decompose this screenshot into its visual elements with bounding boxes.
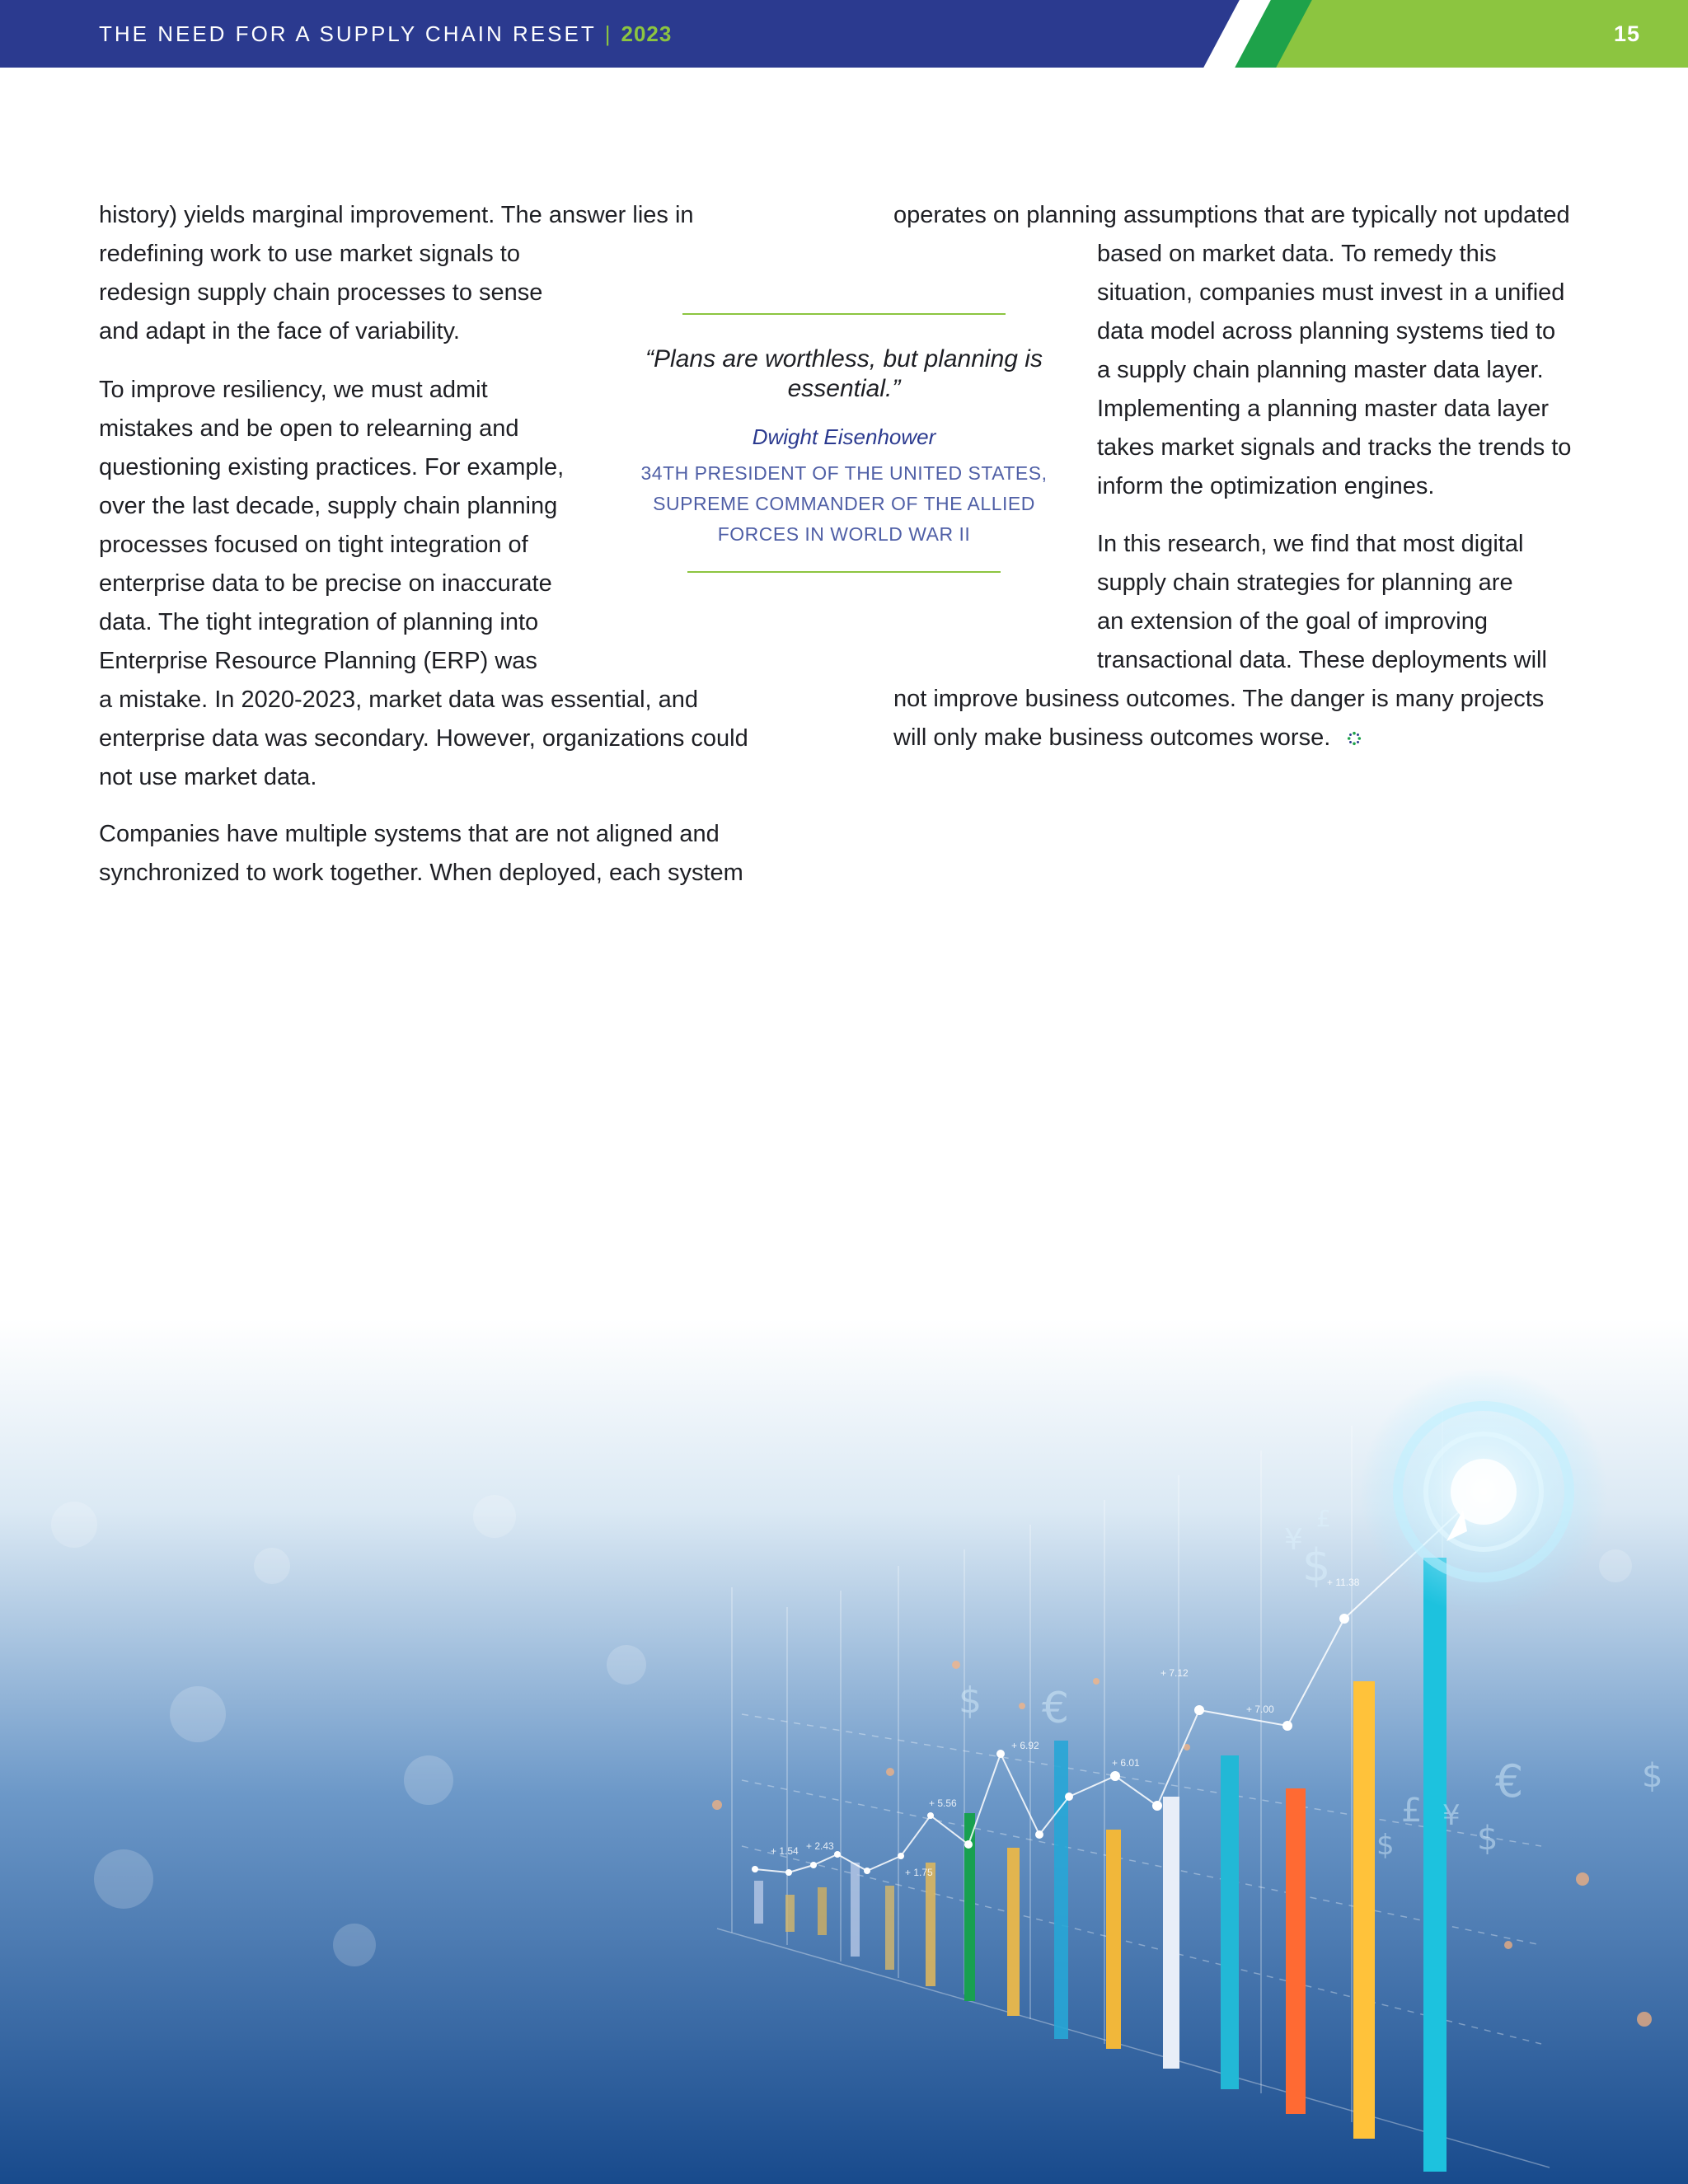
text-line: redesign supply chain processes to sense	[99, 279, 543, 306]
role-line: SUPREME COMMANDER OF THE ALLIED	[653, 493, 1035, 514]
text-line: takes market signals and tracks the trends to	[1097, 434, 1572, 461]
quote-line: essential.”	[787, 375, 901, 402]
left-paragraph-1	[99, 196, 694, 351]
point-label: + 5.56	[929, 1797, 957, 1809]
text-line: and adapt in the face of variability.	[99, 318, 460, 344]
role-line: FORCES IN WORLD WAR II	[717, 523, 971, 545]
point-label: + 6.92	[1011, 1740, 1039, 1751]
text-line: over the last decade, supply chain planning	[99, 493, 558, 519]
text-line: To improve resiliency, we must admit	[99, 377, 488, 403]
point-label: + 1.75	[905, 1867, 933, 1878]
text-line-last	[893, 719, 1547, 757]
text-line: transactional data. These deployments will	[1097, 647, 1547, 673]
page-number: 15	[1613, 21, 1640, 46]
svg-text:£: £	[1401, 1792, 1423, 1830]
point-label: + 11.38	[1327, 1577, 1360, 1588]
text-line: supply chain strategies for planning are	[1097, 569, 1513, 596]
svg-text:¥: ¥	[1442, 1799, 1461, 1832]
report-year: 2023	[621, 21, 673, 46]
right-paragraph-2	[893, 525, 1547, 757]
report-title	[99, 21, 672, 47]
svg-text:$: $	[1376, 1829, 1395, 1862]
svg-text:€: €	[1495, 1755, 1524, 1807]
text-line: synchronized to work together. When deployed, each system	[99, 860, 743, 886]
text-line: inform the optimization engines.	[1097, 473, 1435, 499]
report-title-text: THE NEED FOR A SUPPLY CHAIN RESET	[99, 21, 597, 46]
text-line: history) yields marginal improvement. The answer lies in	[99, 202, 694, 228]
text-line: enterprise data to be precise on inaccurate	[99, 570, 552, 597]
text-line: mistakes and be open to relearning and	[99, 415, 519, 442]
header-bar	[0, 0, 1688, 68]
svg-text:£: £	[1316, 1505, 1331, 1532]
svg-text:$: $	[959, 1680, 982, 1722]
text-line: will only make business outcomes worse.	[893, 724, 1331, 751]
text-line: a mistake. In 2020-2023, market data was essential, and	[99, 687, 699, 713]
svg-text:$: $	[1642, 1757, 1663, 1795]
text-line: Companies have multiple systems that are not aligned and	[99, 821, 720, 847]
svg-text:$: $	[1302, 1540, 1331, 1591]
text-line: based on market data. To remedy this	[1097, 241, 1497, 267]
text-line: a supply chain planning master data layer.	[1097, 357, 1544, 383]
quote-author: Dwight Eisenhower	[752, 424, 936, 449]
target-glow-icon	[1360, 1368, 1607, 1615]
text-line: an extension of the goal of improving	[1097, 608, 1488, 635]
svg-text:¥: ¥	[1284, 1523, 1303, 1557]
text-line: questioning existing practices. For example,	[99, 454, 565, 480]
title-separator: |	[604, 21, 613, 46]
text-line: data. The tight integration of planning into	[99, 609, 539, 635]
left-paragraph-3	[99, 815, 743, 893]
point-label: + 2.43	[806, 1840, 834, 1852]
right-paragraph-1	[893, 196, 1571, 506]
quote-line: “Plans are worthless, but planning is	[645, 345, 1043, 373]
text-line: situation, companies must invest in a unified	[1097, 279, 1565, 306]
end-of-article-icon	[1347, 731, 1362, 746]
text-line: enterprise data was secondary. However, organizations could	[99, 725, 748, 752]
text-line: Implementing a planning master data layer	[1097, 396, 1550, 422]
text-line: In this research, we find that most digital	[1097, 531, 1524, 557]
point-label: + 7.00	[1246, 1704, 1274, 1715]
point-label: + 7.12	[1160, 1667, 1189, 1679]
text-line: operates on planning assumptions that are typically not updated	[893, 202, 1570, 228]
role-line: 34TH PRESIDENT OF THE UNITED STATES,	[640, 462, 1048, 484]
text-line: Enterprise Resource Planning (ERP) was	[99, 648, 537, 674]
point-label: + 6.01	[1112, 1757, 1140, 1769]
text-line: not improve business outcomes. The danger is many projects	[893, 686, 1545, 712]
point-label: + 1.54	[771, 1845, 799, 1857]
text-line: data model across planning systems tied to	[1097, 318, 1556, 344]
financial-growth-chart-illustration	[0, 1319, 1688, 2184]
text-line: not use market data.	[99, 764, 317, 790]
svg-text:€: €	[1042, 1684, 1070, 1733]
svg-text:$: $	[1477, 1820, 1498, 1858]
text-line: processes focused on tight integration of	[99, 532, 528, 558]
text-line: redefining work to use market signals to	[99, 241, 520, 267]
